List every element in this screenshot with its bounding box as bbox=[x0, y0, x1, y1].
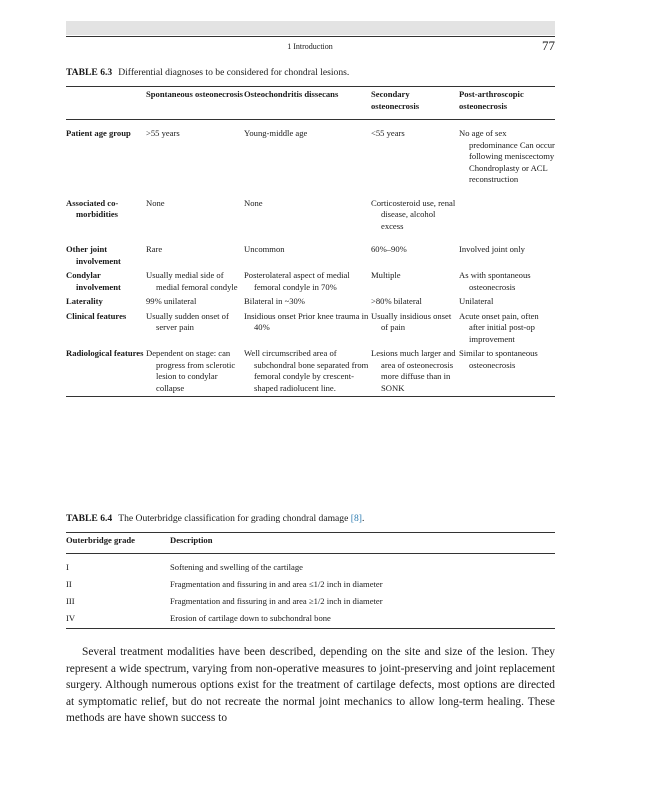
table-cell: Usually sudden onset of server pain bbox=[146, 310, 229, 332]
outerbridge-classification-table bbox=[66, 532, 555, 629]
description-cell: Fragmentation and fissuring in and area ≥1/2 inch in diameter bbox=[170, 596, 383, 607]
page-number: 77 bbox=[542, 38, 555, 53]
table-cell: 99% unilateral bbox=[146, 296, 197, 306]
table-6-4-title: The Outerbridge classification for grading chondral damage bbox=[118, 513, 349, 524]
row-header: Associated co-morbidities bbox=[66, 197, 119, 219]
table-cell: Lesions much larger and area of osteonecrosis more diffuse than in SONK bbox=[371, 348, 456, 393]
grade-cell: III bbox=[66, 596, 75, 607]
body-paragraph: Several treatment modalities have been described, depending on the site and size of the lesion. They represent a wide spectrum, varying from non-operative measures to joint-preserving and joint replacement surgery. Although numerous options exist for the treatment of cartilage defects, most options are directed at symptomatic relief, but do not recreate the normal joint mechanics to allow long-term healing. These methods are have shown success to bbox=[66, 646, 555, 724]
table-cell: Multiple bbox=[371, 270, 401, 280]
table-header-row bbox=[66, 87, 555, 120]
table-row bbox=[66, 553, 555, 577]
table-cell: <55 years bbox=[371, 128, 405, 138]
table-row bbox=[66, 269, 555, 295]
column-header: Secondary osteonecrosis bbox=[371, 87, 459, 120]
table-cell: Young-middle age bbox=[244, 128, 308, 138]
table-cell: Unilateral bbox=[459, 296, 494, 306]
column-header: Post-arthroscopic osteonecrosis bbox=[459, 87, 555, 120]
table-cell: Involved joint only bbox=[459, 244, 525, 254]
row-header: Laterality bbox=[66, 296, 103, 306]
header-rule bbox=[66, 36, 555, 37]
grade-cell: II bbox=[66, 579, 72, 590]
table-row bbox=[66, 310, 555, 348]
table-6-3-caption bbox=[66, 67, 349, 78]
table-cell: Usually insidious onset of pain bbox=[371, 310, 452, 332]
column-header: Osteochondritis dissecans bbox=[244, 87, 371, 120]
table-row bbox=[66, 347, 555, 397]
table-cell: >80% bilateral bbox=[371, 296, 422, 306]
table-6-3-label: TABLE 6.3 bbox=[66, 67, 113, 78]
row-header: Radiological features bbox=[66, 348, 144, 358]
page-top-bar bbox=[66, 21, 555, 35]
table-cell bbox=[459, 197, 555, 244]
column-header: Spontaneous osteonecrosis bbox=[146, 87, 244, 120]
row-header: Other joint involvement bbox=[66, 244, 121, 266]
table-cell: No age of sex predominance Can occur following meniscectomy Chondroplasty or ACL reconstruction bbox=[459, 128, 555, 184]
table-cell: Corticosteroid use, renal disease, alcohol excess bbox=[371, 197, 456, 231]
table-header-row bbox=[66, 533, 555, 554]
table-cell: Dependent on stage: can progress from sclerotic lesion to condylar collapse bbox=[146, 348, 236, 393]
table-cell: Insidious onset Prior knee trauma in 40% bbox=[244, 310, 369, 332]
table-cell: None bbox=[146, 197, 165, 208]
grade-cell: IV bbox=[66, 613, 76, 624]
column-header: Outerbridge grade bbox=[66, 533, 170, 554]
table-6-4-label: TABLE 6.4 bbox=[66, 513, 113, 524]
table-6-4-caption bbox=[66, 513, 364, 524]
table-row bbox=[66, 243, 555, 269]
table-6-4-title-end: . bbox=[361, 513, 365, 524]
column-header: Description bbox=[170, 533, 555, 554]
description-cell: Softening and swelling of the cartilage bbox=[170, 562, 303, 573]
row-header: Patient age group bbox=[66, 128, 131, 138]
table-cell: Uncommon bbox=[244, 244, 285, 254]
table-cell: >55 years bbox=[146, 128, 180, 138]
table-cell: None bbox=[244, 197, 263, 208]
table-row bbox=[66, 577, 555, 594]
grade-cell: I bbox=[66, 562, 69, 573]
column-header-blank bbox=[66, 87, 146, 120]
table-row bbox=[66, 197, 555, 244]
table-cell: Rare bbox=[146, 244, 163, 254]
table-cell: Acute onset pain, often after initial post-op improvement bbox=[459, 310, 539, 344]
row-header: Condylar involvement bbox=[66, 270, 121, 292]
table-cell: Posterolateral aspect of medial femoral condyle in 70% bbox=[244, 270, 350, 292]
table-cell: Usually medial side of medial femoral condyle bbox=[146, 270, 238, 292]
table-cell: Similar to spontaneous osteonecrosis bbox=[459, 348, 538, 370]
citation-link[interactable]: [8] bbox=[350, 513, 362, 524]
table-6-3-title: Differential diagnoses to be considered for chondral lesions. bbox=[118, 67, 350, 78]
row-header: Clinical features bbox=[66, 310, 127, 321]
running-head: 1 Introduction bbox=[287, 42, 333, 51]
table-cell: 60%–90% bbox=[371, 244, 407, 254]
description-cell: Fragmentation and fissuring in and area ≤1/2 inch in diameter bbox=[170, 579, 383, 590]
table-cell: Bilateral in ~30% bbox=[244, 296, 305, 306]
table-cell: As with spontaneous osteonecrosis bbox=[459, 270, 531, 292]
table-row bbox=[66, 120, 555, 197]
table-row bbox=[66, 295, 555, 310]
table-row bbox=[66, 611, 555, 629]
table-cell: Well circumscribed area of subchondral bone separated from femoral condyle by crescent-shaped radiolucent line. bbox=[244, 348, 369, 393]
description-cell: Erosion of cartilage down to subchondral bone bbox=[170, 613, 331, 624]
table-row bbox=[66, 594, 555, 611]
differential-diagnoses-table bbox=[66, 86, 555, 397]
